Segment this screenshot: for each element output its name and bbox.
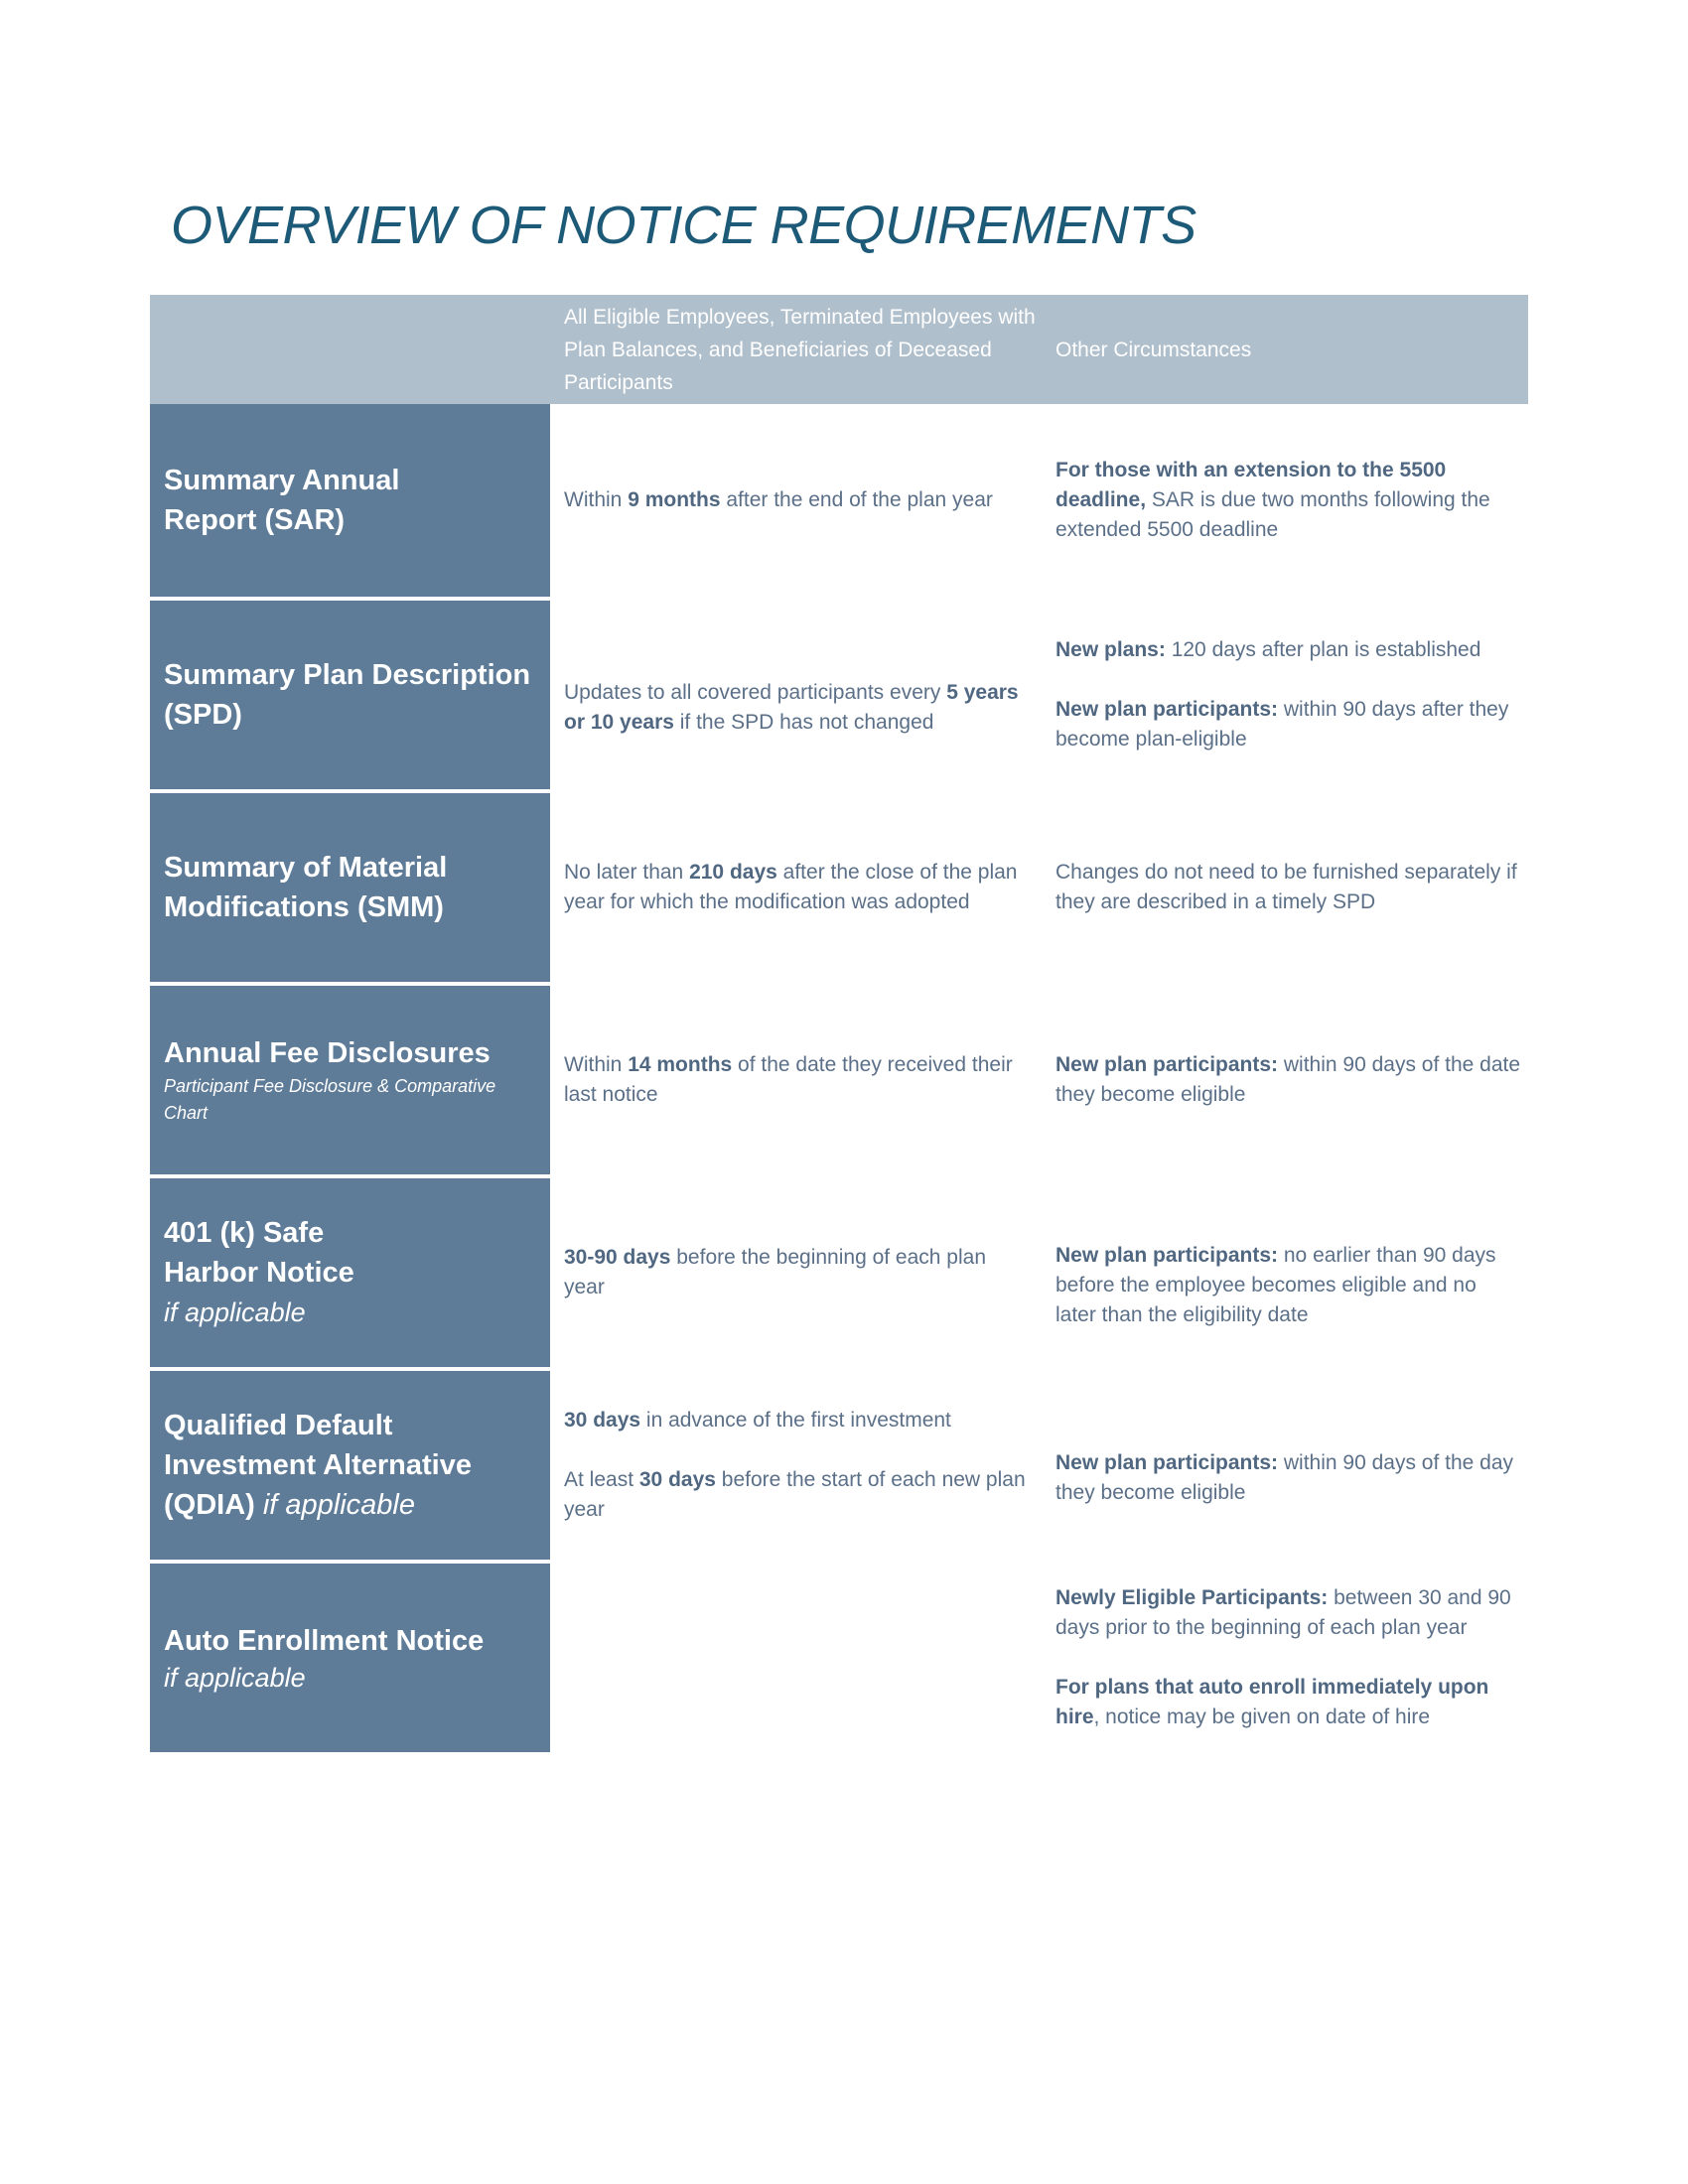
table-row (150, 601, 1528, 789)
cell-eligible-employees (550, 601, 1044, 789)
cell-eligible-employees (550, 404, 1044, 597)
row-label-title-line1: 401 (k) Safe (164, 1217, 325, 1249)
cell-text: Within 9 months after the end of the plan year (564, 488, 993, 511)
row-label-auto-enrollment (150, 1564, 550, 1752)
cell-text: New plan participants: within 90 days of the day they become eligible (1055, 1451, 1514, 1504)
cell-eligible-employees (550, 1371, 1044, 1560)
cell-eligible-employees (550, 1178, 1044, 1367)
cell-eligible-employees (550, 1564, 1044, 1752)
cell-text: For those with an extension to the 5500 deadline, SAR is due two months following the extended 5500 deadline (1055, 459, 1490, 541)
cell-text: Within 14 months of the date they received their last notice (564, 1053, 1013, 1106)
header-other-circumstances: Other Circumstances (1055, 338, 1252, 361)
row-label-subtitle: if applicable (164, 1663, 306, 1693)
cell-text: No later than 210 days after the close of the plan year for which the modification was adopted (564, 861, 1018, 913)
cell-text: At least 30 days before the start of each new plan year (564, 1468, 1026, 1521)
table-row (150, 793, 1528, 982)
cell-other-circumstances (1044, 1178, 1528, 1367)
cell-text: Updates to all covered participants every 5 years or 10 years if the SPD has not changed (564, 681, 1019, 734)
row-label-title: Annual Fee Disclosures (164, 1037, 491, 1069)
page-title: OVERVIEW OF NOTICE REQUIREMENTS (171, 196, 1196, 255)
table-row (150, 1371, 1528, 1560)
cell-other-circumstances (1044, 986, 1528, 1174)
row-label-qdia (150, 1371, 550, 1560)
cell-text: For plans that auto enroll immediately upon hire, notice may be given on date of hire (1055, 1676, 1489, 1728)
row-label-title: Summary of Material Modifications (SMM) (164, 852, 448, 923)
cell-other-circumstances (1044, 1564, 1528, 1752)
row-label-subtitle: Participant Fee Disclosure & Comparative Chart (164, 1076, 496, 1123)
header-eligible-employees: All Eligible Employees, Terminated Employees with Plan Balances, and Beneficiaries of Deceased Participants (564, 305, 1036, 394)
cell-text: New plan participants: no earlier than 90 days before the employee becomes eligible and no later than the eligibility date (1055, 1244, 1496, 1326)
table-row (150, 1564, 1528, 1752)
row-label-title: Summary Plan Description (SPD) (164, 659, 531, 731)
row-label-spd (150, 601, 550, 789)
table-row (150, 404, 1528, 597)
cell-text: Newly Eligible Participants: between 30 and 90 days prior to the beginning of each plan year (1055, 1586, 1511, 1639)
notice-requirements-table (150, 295, 1528, 1752)
row-label-title-line3: (QDIA) if applicable (164, 1489, 415, 1521)
row-label-sar (150, 404, 550, 597)
cell-eligible-employees (550, 986, 1044, 1174)
row-label-smm (150, 793, 550, 982)
cell-other-circumstances (1044, 1371, 1528, 1560)
cell-text: New plans: 120 days after plan is established (1055, 638, 1481, 661)
row-label-subtitle: if applicable (262, 1489, 415, 1521)
row-label-title-line2: Investment Alternative (164, 1449, 472, 1481)
row-label-title: Auto Enrollment Notice (164, 1625, 485, 1657)
table-row (150, 1178, 1528, 1367)
cell-text: Changes do not need to be furnished separately if they are described in a timely SPD (1055, 861, 1517, 913)
row-label-title-line1: Qualified Default (164, 1410, 393, 1441)
row-label-safe-harbor (150, 1178, 550, 1367)
row-label-annual-fee-disclosures (150, 986, 550, 1174)
cell-other-circumstances (1044, 404, 1528, 597)
cell-text: New plan participants: within 90 days of the date they become eligible (1055, 1053, 1521, 1106)
row-label-subtitle: if applicable (164, 1297, 306, 1327)
row-label-title: Summary Annual Report (SAR) (164, 465, 400, 536)
cell-other-circumstances (1044, 601, 1528, 789)
table-row (150, 986, 1528, 1174)
header-empty-cell (150, 295, 550, 404)
cell-eligible-employees (550, 793, 1044, 982)
row-label-title-line2: Harbor Notice (164, 1257, 354, 1289)
table-header-row (150, 295, 1528, 404)
cell-text: 30 days in advance of the first investment (564, 1409, 951, 1432)
cell-other-circumstances (1044, 793, 1528, 982)
cell-text: 30-90 days before the beginning of each plan year (564, 1246, 987, 1298)
cell-text: New plan participants: within 90 days after they become plan-eligible (1055, 698, 1509, 751)
